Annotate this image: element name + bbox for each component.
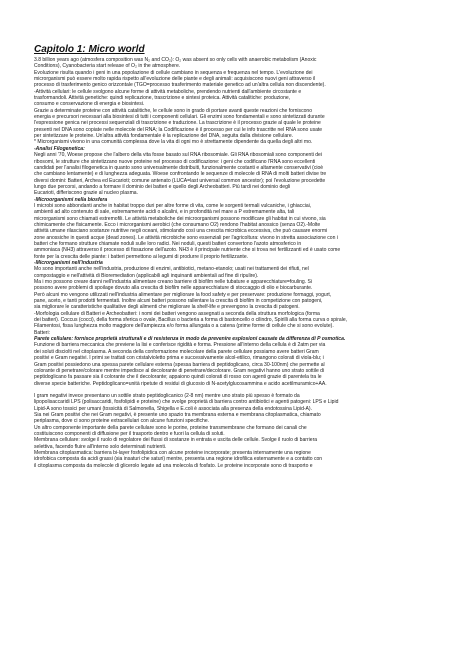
text-line: I gram negativi invece presentano un sottile strato peptidoglicanico (2-8 nm) mentre uno strato più spesso è formato da xyxy=(34,392,300,399)
text-line: ambienti ad alto contenuto di sale, estremamente acidi o alcalini, e in profondità nel mare a P estremamente alta, tali xyxy=(34,209,295,216)
text-line: peptidoglicano fa passare sia il colorante che il decolorante; appaiono quindi colorati di rosso con agenti grazie di parentela tra le xyxy=(34,374,322,381)
text-line: diversi domini: Batteri, Archea ed Eucarioti; comune antenato (LUCA=last universal common ancestor); poi l'evoluzione procedette xyxy=(34,177,326,184)
text-line: Mo sono importanti anche nell'industria, produzione di enzimi, antibiotici, metano-etanolo; usati nei trattamenti dei rifiuti, nel xyxy=(34,266,309,273)
text-line: processo di trasferimento genico orizzontale (TGO=processo trasferimento materiale genetico ad un'altra cellula non discendente). xyxy=(34,82,326,89)
text-line: idrofobica composta da acidi grassi (sia insaturi che saturi) mentre, presenta una regione idrofilica esternamente e a contatto con xyxy=(34,456,323,463)
text-line: Sia nei Gram positivi che nei Gram negativi, è presente uno spazio tra membrana esterna e membrana citoplasmatica, chiamato xyxy=(34,411,321,418)
text-line: Evoluzione risulta quando i geni in una popolazione di cellule cambiano in sequenza e frequenza nel tempo. L'evoluzione dei xyxy=(34,69,313,76)
text-line: I microbi sono abbondanti anche in habitat troppo duri per altre forme di vita, come le sorgenti termali vulcaniche, i ghiacciai, xyxy=(34,202,312,209)
page-title: Capitolo 1: Micro world xyxy=(34,44,145,55)
text-line: Conditions), Cyanobacteria start release of O₂ in the atmosphere. xyxy=(34,63,181,70)
text-line: ribosomi, le strutture che sintetizzano nuove proteine nel processo di codificazione: i geni che codificano l'RNA sono eccellenti xyxy=(34,158,316,165)
text-line: che cambiano lentamente) e di lunghezza adeguata. Woese confrontando le sequenze di molecole di RNA di molti batteri divise tre xyxy=(34,171,327,178)
text-line: Parete cellulare: fornisce proprietà strutturali e di resistenza in modo da prevenire esplosioni causate da differenza di P osmotica. xyxy=(34,336,346,343)
text-line: diverse specie batteriche. Peptidoglicano=unità ripetute di residui di glucosio di N-acetylglucosammina e acido acetilmuramico+AA. xyxy=(34,380,327,387)
text-line: trasformandoli. Attività genetiche: quindi replicazione, trascrizione e sintesi proteica. Attività catalitiche: produzione, xyxy=(34,95,291,102)
text-line: colorante di penetrare/colorare mentre impedisce al decolorante di penetrare/decolorare. Gram negativi hanno uno strato sottile di xyxy=(34,367,325,374)
text-line: costituiscono componenti di diffusione per il trasporto dentro e fuori la cellula di soluti. xyxy=(34,430,225,437)
text-line: 3.8 billion years ago (atmosfera composition was N₂ and CO₂): O₂ was absent so only cells with anaerobic metabolism (Anoxic xyxy=(34,57,317,63)
text-line: dei batteri). Coccus (cocci), della forma sferica o ovale, Bacillus o bacteria a forma di bastoncello o cilindro, Spirilli alla forma curva o spirale, xyxy=(34,317,348,324)
text-line: candidati per l'analisi filogenetica in quanto sono universalmente distribuiti, funzionalmente costanti e altamente conservativi (cioè xyxy=(34,164,324,171)
text-line: Filamentosi, fissa lunghezza molto maggiore dell'ampiezza e/o forma allungata o a catena (prime forme di cellule che si sono evolute). xyxy=(34,323,334,330)
text-line: zone anossiche in questi acque (dead zones). Le attività microbiche sono essenziali per l'agricoltura: vivono in stretta associazione con i xyxy=(34,234,338,241)
text-line: compostaggio e nell'attività di Bioremediation (applicabili agli inquinanti ambientali ad fine di ripulire). xyxy=(34,272,259,279)
text-line: Però alcuni mo vengono utilizzati nell'industria alimentare per migliorare la food safety e per preservare: produzione formaggi, yogurt, xyxy=(34,291,332,298)
text-line: energia e precursori necessari alla biosintesi di tutti i componenti cellulari. Gli enzimi sono fondamentali e sono sintetizzati durante xyxy=(34,114,325,121)
text-line: Funzione di barriera meccanica che previene la lisi e conferisce rigidità e forma. Pressione all'interno della cellula è di 2atm per via xyxy=(34,342,326,349)
text-line: chimicamente che fisicamente. Ecco i microrganismi aerobici (che consumano O2) rendono l'habitat anossico (senza O2).-Molte xyxy=(34,221,321,228)
text-line: selettiva, facendo fluire all'interno solo determinati nutrienti. xyxy=(34,443,167,450)
text-line: Negli anni '70, Woese propose che l'albero della vita fosse basato sul RNA ribosomiale. Gli RNA ribosomiali sono componenti dei xyxy=(34,152,322,159)
text-line: periplasma, dove ci sono proteine extracellulari con alcune funzioni specifiche. xyxy=(34,418,210,425)
text-line: Eucarioti, differiscono grazie al nucleo plasma. xyxy=(34,190,138,197)
text-line: lungo due percorsi, andando a formare il dominio dei batteri e quello degli Archeobatteri. Più tardi nei dominio degli xyxy=(34,183,291,190)
text-line: consumo e conservazione di energia e biosintesi. xyxy=(34,101,145,108)
text-line: possono avere problemi di spoilage dovuto alla crescita di biofilm nelle apparecchiature di stoccaggio di olio e biocarburante. xyxy=(34,285,313,292)
text-line: -Attività cellulari: le cellule svolgono alcune forme di attività metaboliche, prendendo nutrienti dall'ambiente circostante e xyxy=(34,88,302,95)
text-line: Ma i mo possono creare danni nell'industria alimentare creano barriere di biofilm nelle tubature e apparecchiature=fouling. Si xyxy=(34,279,312,286)
text-line: Grazie a determinate proteine con attività catalitiche, le cellule sono in grado di portare avanti queste reazioni che forniscono xyxy=(34,107,313,114)
text-line: ammoniaca (NH3) attraverso il processo di fissazione dell'azoto. NH3 è il principale nutriente che si trova nei fertilizzanti ed è usato come xyxy=(34,247,341,254)
text-line: Un altro componente importante della parete cellulare sono le porine, proteine transmembrane che formano dei canali che xyxy=(34,424,307,431)
text-line: dei soluti disciolti nel citoplasma. A seconda della conformazione molecolare della parete cellulare possiamo avere batteri Gram xyxy=(34,348,319,355)
text-line: -Morfologia cellulare di Batteri e Archeobatteri: i nomi dei batteri vengono assegnati a seconda della struttura morfologica (forma xyxy=(34,310,320,317)
text-line: Batteri: xyxy=(34,329,50,336)
text-line: microrganismi sono chiamati estremofili. Le attività metaboliche dei microorganismi possono modificare gli habitat in cui vivono, sia xyxy=(34,215,326,222)
text-line: -Microrganismi nell'industria xyxy=(34,260,103,266)
text-line: per sintetizzare le proteine. Un'altra attività fondamentale è la replicazione del DNA, seguita dalla divisione cellulare. xyxy=(34,133,294,140)
text-line: Gram positivi possiedono una spessa parete cellulare esterna (spessa barriera di peptidoglicano, circa 30-100nm) che permette al xyxy=(34,361,325,368)
text-line: l'espressione genica nei processi sequenziali di trascrizione e traduzione. La trascrizione è il processo grazie al quale le proteine xyxy=(34,120,321,127)
text-line: positivi e Gram negativi. I primi se trattati con cristalvioletto prima e successivamente alcol-etilico, rimangono colorati di viola-blu; i xyxy=(34,355,324,362)
text-line: -Microorganismi nella biosfera xyxy=(34,196,108,203)
text-line: * Microrganismi vivono in una comunità complessa dove la vita di ogni mo è strettamente dipendente da quella degli altri mo. xyxy=(34,139,313,146)
text-line: attività umane rilasciano sostanze nutritive negli oceani, stimolando così una crescita microbica eccessiva, che può causare enormi xyxy=(34,228,328,235)
text-line: pane, aceto, e tanti prodotti fermentati. Inoltre alcuni batteri possono rallentare la crescita di biofilm in competizione con patogeni, xyxy=(34,298,323,305)
text-line: Lipid-A sono tossici per umani (tossicità di Salmonella, Shigella e E.coli è associata alla presenza della endotossina Lipid-A). xyxy=(34,405,313,412)
text-line: batteri che formano strutture chiamate noduli sulle loro radici. Nei noduli, questi batteri convertono l'azoto atmosferico in xyxy=(34,240,302,247)
document-body xyxy=(34,57,440,469)
text-line: fonte per la crescita delle piante: i batteri permettono ai legumi di produrre il proprio fertilizzante. xyxy=(34,253,249,260)
text-line: il citoplasma composta da molecole di glicerolo legate ad una molecola di fosfato. Le proteine incorporate sono di trasporto e xyxy=(34,462,313,469)
text-line: -Analisi Filogenetica: xyxy=(34,145,85,152)
text-line: Membrana cellulare: svolge il ruolo di regolatore dei flussi di sostanze in entrata e uscita delle cellule. Svolge il ruolo di barriera xyxy=(34,437,318,444)
text-line: sia migliorare le caratteristiche qualitative degli alimenti che migliorare la shelf-life e prevengono la crescita di patogeni. xyxy=(34,304,300,311)
text-line: Membrana citoplasmatica: barriera bi-layer fosfolipidica con alcune proteine incorporate; presenta internamente una regione xyxy=(34,449,311,456)
text-line: microrganismi può essere molto rapida rispetto all'evoluzione delle piante e degli animali: acquisiscono nuovi geni attraverso il xyxy=(34,76,316,83)
text-line: lipopolisaccaridi LPS (polisaccaridi, fosfolipidi e proteine) che svolge proprietà di barriera contro antibiotici e agenti patogeni: LPS e Lipid xyxy=(34,399,339,406)
text-line: presenti nel DNA sono copiate nelle molecole del RNA; la Codificazione è il processo per cui le info trascritte nel RNA sono usate xyxy=(34,126,323,133)
